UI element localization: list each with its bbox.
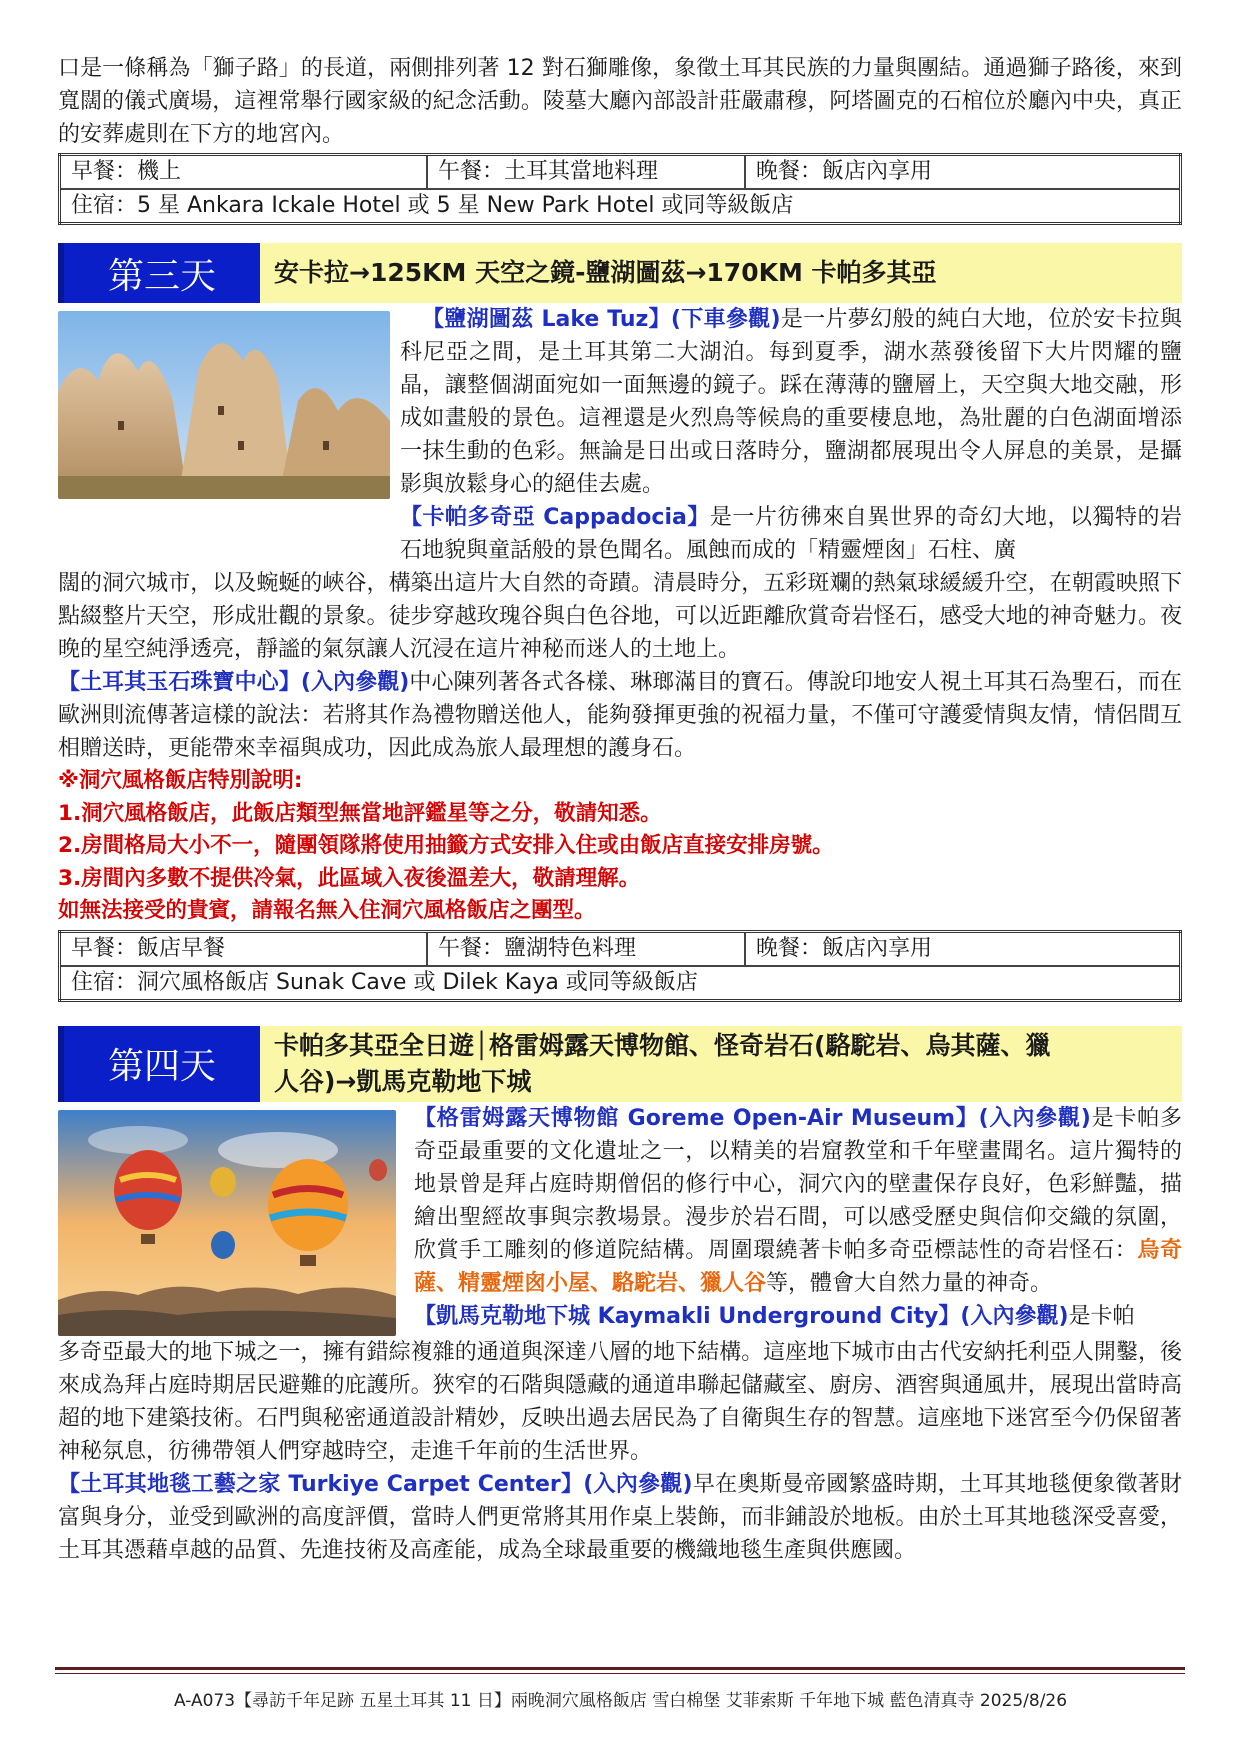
goreme-text: 是卡帕多奇亞最重要的文化遺址之一，以精美的岩窟教堂和千年壁畫聞名。這片獨特的地景曾是拜占庭時期僧侶的修行中心，洞穴內的壁畫保存良好，色彩鮮豔，描繪出聖經故事與宗教場景。漫步於岩石間，可以感受歷史與信仰交織的氛圍，欣賞手工雕刻的修道院結構。周圍環繞著卡帕多奇亞標誌性的奇岩怪石：	[414, 1105, 1182, 1263]
cappadocia-text-a: 是一片彷彿來自異世界的奇幻大地，以獨特的岩石地貌與童話般的景色聞名。風蝕而成的「精靈煙囪」石柱、廣	[400, 505, 1182, 563]
day4-tag: 第四天	[58, 1026, 260, 1102]
lake-tuz-text: 是一片夢幻般的純白大地，位於安卡拉與科尼亞之間，是土耳其第二大湖泊。每到夏季，湖水蒸發後留下大片閃耀的鹽晶，讓整個湖面宛如一面無邊的鏡子。踩在薄薄的鹽層上，天空與大地交融，形成如畫般的景色。這裡還是火烈鳥等候鳥的重要棲息地，為壯麗的白色湖面增添一抹生動的色彩。無論是日出或日落時分，鹽湖都展現出令人屏息的美景，是攝影與放鬆身心的絕佳去處。	[400, 307, 1182, 497]
dinner-cell: 晚餐：飯店內享用	[745, 155, 1181, 190]
hotel-cell: 住宿：洞穴風格飯店 Sunak Cave 或 Dilek Kaya 或同等級飯店	[60, 966, 1181, 1001]
day3-header	[58, 243, 1182, 303]
carpet-text: 早在奧斯曼帝國繁盛時期，土耳其地毯便象徵著財富與身分，並受到歐洲的高度評價，當時人們更常將其用作桌上裝飾，而非鋪設於地板。由於土耳其地毯深受喜愛，土耳其憑藉卓越的品質、先進技術及高產能，成為全球最重要的機織地毯生產與供應國。	[58, 1471, 1182, 1563]
goreme-paragraph	[414, 1102, 1182, 1333]
cappadocia-photo	[58, 311, 390, 499]
day3-content	[58, 303, 1182, 567]
goreme-label: 【格雷姆露天博物館 Goreme Open-Air Museum】(入內參觀)	[414, 1105, 1091, 1131]
goreme-highlight: 烏奇薩、精靈煙囪小屋、駱駝岩、獵人谷	[414, 1237, 1182, 1296]
balloons-photo	[58, 1110, 396, 1336]
footer-divider-thin	[55, 1673, 1185, 1674]
cave-note-1: 1.洞穴風格飯店，此飯店類型無當地評鑑星等之分，敬請知悉。	[58, 800, 662, 826]
day4-content	[58, 1102, 1182, 1336]
breakfast-cell: 早餐：機上	[60, 155, 428, 190]
goreme-tail: 等，體會大自然力量的神奇。	[766, 1270, 1053, 1296]
footer-text: A-A073【尋訪千年足跡 五星土耳其 11 日】兩晚洞穴風格飯店 雪白棉堡 艾菲索斯 千年地下城 藍色清真寺 2025/8/26	[173, 1691, 1068, 1711]
dinner-cell: 晚餐：飯店內享用	[745, 931, 1181, 966]
carpet-paragraph	[58, 1468, 1182, 1567]
footer-divider	[55, 1667, 1185, 1670]
jade-paragraph	[58, 666, 1182, 765]
lake-tuz-label: 【鹽湖圖茲 Lake Tuz】(下車參觀)	[422, 307, 781, 332]
jade-label: 【土耳其玉石珠寶中心】(入內參觀)	[58, 670, 410, 695]
intro-paragraph: 口是一條稱為「獅子路」的長道，兩側排列著 12 對石獅雕像，象徵土耳其民族的力量與團結。通過獅子路後，來到寬闊的儀式廣場，這裡常舉行國家級的紀念活動。陵墓大廳內部設計莊嚴肅穆，阿塔圖克的石棺位於廳內中央，真正的安葬處則在下方的地宮內。	[58, 56, 1182, 147]
lake-tuz-paragraph	[400, 303, 1182, 567]
day3-title: 安卡拉→125KM 天空之鏡-鹽湖圖茲→170KM 卡帕多其亞	[260, 243, 1182, 303]
cave-hotel-notes	[58, 765, 1182, 928]
meal-table-day3	[58, 930, 1182, 1002]
kaymakli-text-a: 是卡帕	[1068, 1303, 1135, 1329]
cappadocia-text-b: 闊的洞穴城市，以及蜿蜒的峽谷，構築出這片大自然的奇蹟。清晨時分，五彩斑斕的熱氣球緩緩升空，在朝霞映照下點綴整片天空，形成壯觀的景象。徒步穿越玫瑰谷與白色谷地，可以近距離欣賞奇岩怪石，感受大地的神奇魅力。夜晚的星空純淨透亮，靜謐的氣氛讓人沉浸在這片神秘而迷人的土地上。	[58, 571, 1182, 662]
cave-note-4: 如無法接受的貴賓，請報名無入住洞穴風格飯店之團型。	[58, 898, 596, 923]
day4-title	[260, 1026, 1182, 1102]
jade-text: 中心陳列著各式各樣、琳瑯滿目的寶石。傳說印地安人視土耳其石為聖石，而在歐洲則流傳著這樣的說法：若將其作為禮物贈送他人，能夠發揮更強的祝福力量，不僅可守護愛情與友情，情侶間互相贈送時，更能帶來幸福與成功，因此成為旅人最理想的護身石。	[58, 670, 1182, 761]
day4-title-line2: 人谷)→凱馬克勒地下城	[274, 1066, 532, 1096]
breakfast-cell: 早餐：飯店早餐	[60, 931, 428, 966]
itinerary-page	[58, 52, 1182, 1567]
cave-note-0: ※洞穴風格飯店特別說明:	[58, 768, 303, 793]
day3-tag: 第三天	[58, 243, 260, 303]
cave-note-3: 3.房間內多數不提供冷氣，此區域入夜後溫差大，敬請理解。	[58, 865, 641, 891]
cappadocia-label: 【卡帕多奇亞 Cappadocia】	[400, 505, 710, 530]
cave-note-2: 2.房間格局大小不一，隨團領隊將使用抽籤方式安排入住或由飯店直接安排房號。	[58, 833, 834, 858]
day4-title-line1: 卡帕多其亞全日遊│格雷姆露天博物館、怪奇岩石(駱駝岩、烏其薩、獵	[274, 1030, 1051, 1060]
kaymakli-label: 【凱馬克勒地下城 Kaymakli Underground City】(入內參觀)	[414, 1303, 1069, 1329]
carpet-label: 【土耳其地毯工藝之家 Turkiye Carpet Center】(入內參觀)	[58, 1471, 693, 1497]
lunch-cell: 午餐：土耳其當地料理	[427, 155, 745, 190]
meal-table-day2	[58, 153, 1182, 225]
hotel-cell: 住宿：5 星 Ankara Ickale Hotel 或 5 星 New Park Hotel 或同等級飯店	[60, 189, 1181, 224]
kaymakli-text-b: 多奇亞最大的地下城之一，擁有錯綜複雜的通道與深達八層的地下結構。這座地下城市由古代安納托利亞人開鑿，後來成為拜占庭時期居民避難的庇護所。狹窄的石階與隱藏的通道串聯起儲藏室、廚房、酒窖與通風井，展現出當時高超的地下建築技術。石門與秘密通道設計精妙，反映出過去居民為了自衛與生存的智慧。這座地下迷宮至今仍保留著神秘氛息，彷彿帶領人們穿越時空，走進千年前的生活世界。	[58, 1339, 1182, 1464]
day4-header	[58, 1026, 1182, 1102]
lunch-cell: 午餐：鹽湖特色料理	[427, 931, 745, 966]
